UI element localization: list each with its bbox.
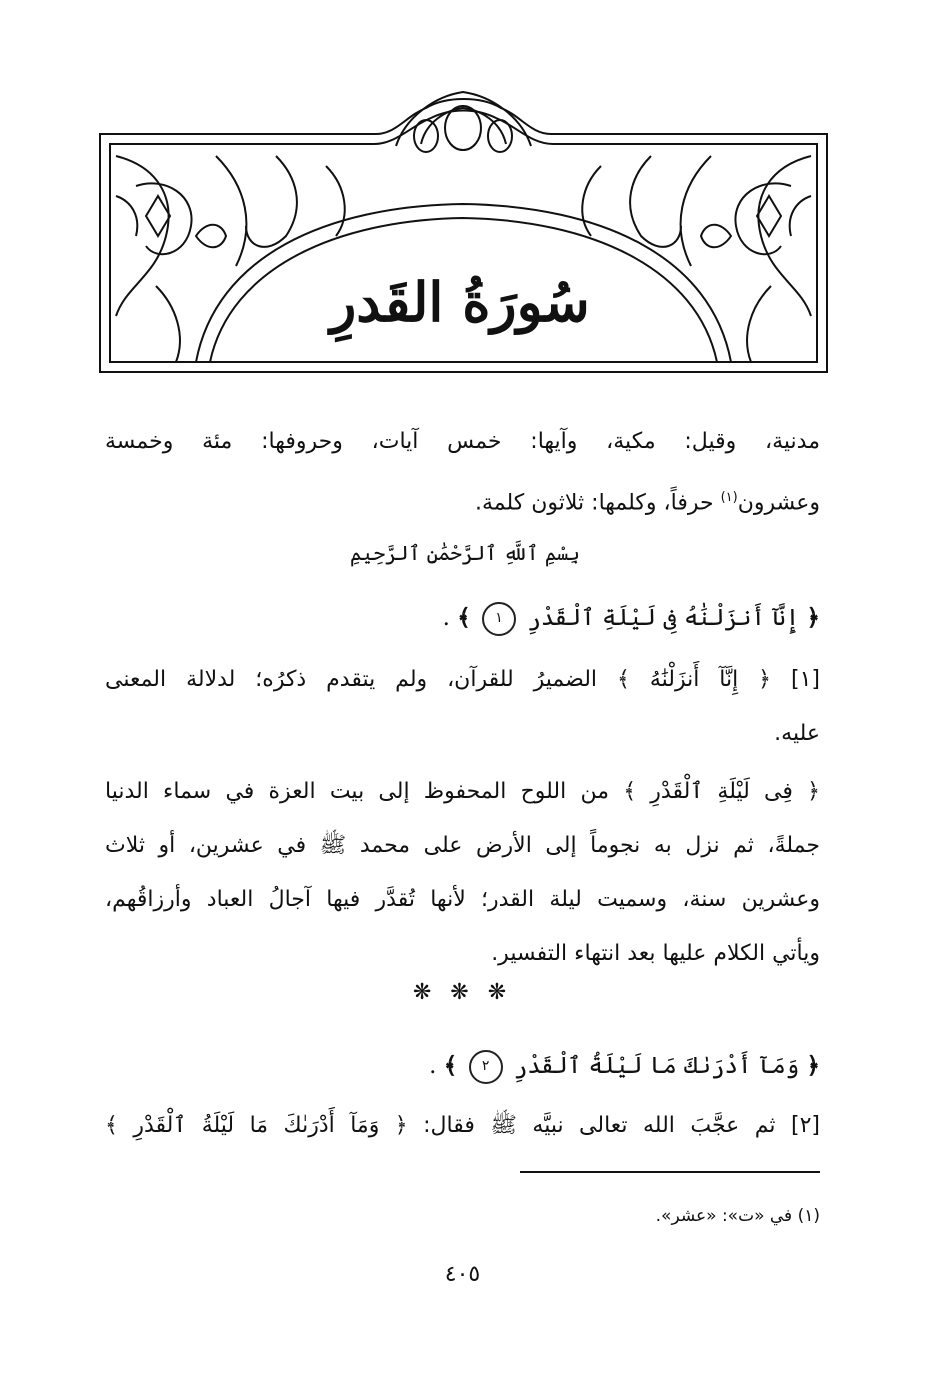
footnote-number: (١) [797,1206,820,1226]
commentary-2-line-2: جملةً، ثم نزل به نجوماً إلى الأرض على محمد ﷺ في عشرين، أو ثلاث [105,833,820,858]
commentary-3-line-1: [٢] ثم عجَّبَ الله تعالى نبيَّه ﷺ فقال: ﴿ وَمَآ أَدْرَىٰكَ مَا لَيْلَةُ ٱلْقَدْرِ ﴾ [105,1113,820,1138]
verse-1-end: . [442,605,458,631]
basmala: بِسْمِ ٱللَّهِ ٱلرَّحْمَٰنِ ٱلرَّحِيمِ [349,541,580,565]
verse-2-end: . [429,1053,444,1079]
commentary-2-line-3: وعشرين سنة، وسميت ليلة القدر؛ لأنها تُقدَّر فيها آجالُ العباد وأرزاقُهم، [105,887,820,912]
commentary-2-line-4: ويأتي الكلام عليها بعد انتهاء التفسير. [491,941,820,966]
footnote-ref-1: (١) [720,490,738,505]
page-number: ٤٠٥ [444,1262,481,1287]
ayah-number-marker: ٢ [469,1050,503,1084]
commentary-1-line-1: [١] ﴿ إِنَّآ أَنزَلْنَٰهُ ﴾ الضميرُ للقرآن، ولم يتقدم ذكرُه؛ لدلالة المعنى [105,667,820,692]
verse-2-open-bracket: ﴿ [806,1053,820,1079]
intro-line-1: مدنية، وقيل: مكية، وآيها: خمس آيات، وحروفها: مئة وخمسة [105,429,820,454]
intro-line-2-start: وعشرون [737,490,820,516]
intro-line-2 [105,468,820,528]
commentary-1-line-2: عليه. [774,721,820,746]
surah-title: سُورَةُ القَدرِ [330,270,590,334]
verse-1 [105,588,820,648]
section-separator: ❋ ❋ ❋ [412,980,513,1005]
verse-1-close-bracket: ﴾ [457,605,471,631]
verse-2 [105,1036,820,1096]
footnote [320,1198,820,1234]
verse-2-close-bracket: ﴾ [443,1053,458,1079]
intro-line-2-end: حرفاً، وكلمها: ثلاثون كلمة. [475,490,721,516]
ayah-number-marker: ١ [482,602,516,636]
footnote-divider [520,1171,820,1173]
verse-2-text: وَمَآ أَدْرَىٰكَ مَا لَيْلَةُ ٱلْقَدْرِ [513,1053,800,1079]
verse-1-text: إِنَّآ أَنزَلْنَٰهُ فِى لَيْلَةِ ٱلْقَدْرِ [527,605,800,631]
commentary-2-line-1: ﴿ فِى لَيْلَةِ ٱلْقَدْرِ ﴾ من اللوح المحفوظ إلى بيت العزة في سماء الدنيا [105,779,820,804]
verse-1-open-bracket: ﴿ [806,605,820,631]
footnote-text: في «ت»: «عشر». [655,1206,793,1226]
